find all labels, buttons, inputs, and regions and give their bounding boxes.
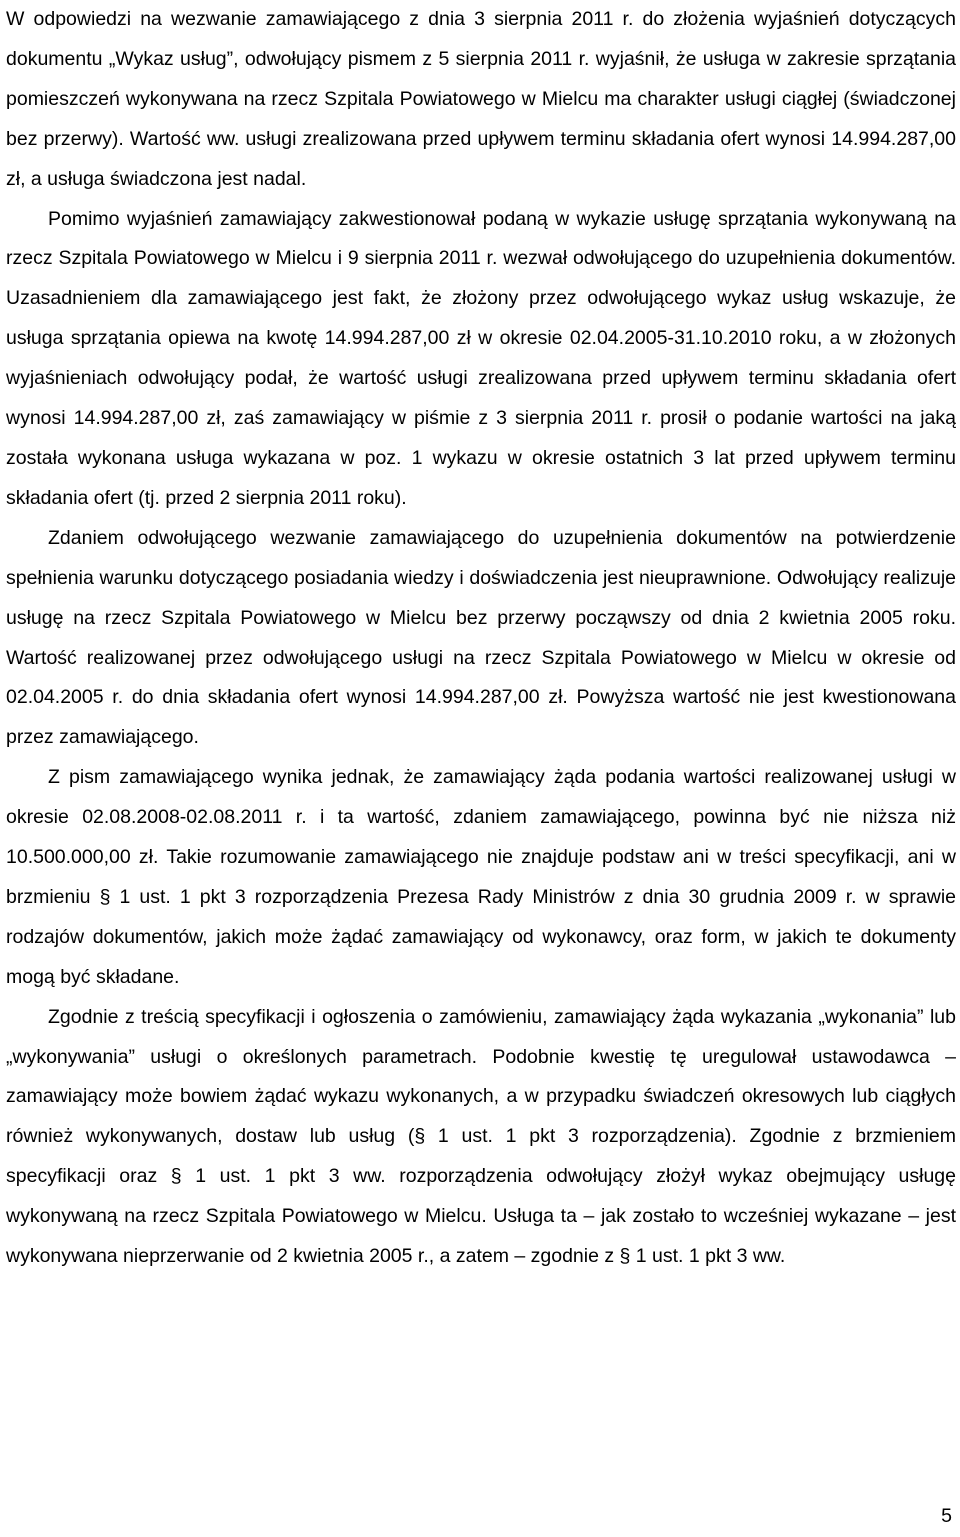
page-number: 5 xyxy=(941,1505,952,1527)
paragraph-1: W odpowiedzi na wezwanie zamawiającego z dnia 3 sierpnia 2011 r. do złożenia wyjaśnień dotyczących dokumentu „Wykaz usług”, odwołujący pismem z 5 sierpnia 2011 r. wyjaśnił, że usługa w zakresie sprzątania pomieszczeń wykonywana na rzecz Szpitala Powiatowego w Mielcu ma charakter usługi ciągłej (świadczonej bez przerwy). Wartość ww. usługi zrealizowana przed upływem terminu składania ofert wynosi 14.994.287,00 zł, a usługa świadczona jest nadal. xyxy=(6,8,956,190)
paragraph-3: Zdaniem odwołującego wezwanie zamawiającego do uzupełnienia dokumentów na potwierdzenie spełnienia warunku dotyczącego posiadania wiedzy i doświadczenia jest nieuprawnione. Odwołujący realizuje usługę na rzecz Szpitala Powiatowego w Mielcu bez przerwy począwszy od dnia 2 kwietnia 2005 roku. Wartość realizowanej przez odwołującego usługi na rzecz Szpitala Powiatowego w Mielcu w okresie od 02.04.2005 r. do dnia składania ofert wynosi 14.994.287,00 zł. Powyższa wartość nie jest kwestionowana przez zamawiającego. xyxy=(6,526,956,749)
paragraph-2: Pomimo wyjaśnień zamawiający zakwestionował podaną w wykazie usługę sprzątania wykonywaną na rzecz Szpitala Powiatowego w Mielcu i 9 sierpnia 2011 r. wezwał odwołującego do uzupełnienia dokumentów. Uzasadnieniem dla zamawiającego jest fakt, że złożony przez odwołującego wykaz usług wskazuje, że usługa sprzątania opiewa na kwotę 14.994.287,00 zł w okresie 02.04.2005-31.10.2010 roku, a w złożonych wyjaśnieniach odwołujący podał, że wartość usługi zrealizowana przed upływem terminu składania ofert wynosi 14.994.287,00 zł, zaś zamawiający w piśmie z 3 sierpnia 2011 r. prosił o podanie wartości na jaką została wykonana usługa wykazana w poz. 1 wykazu w okresie ostatnich 3 lat przed upływem terminu składania ofert (tj. przed 2 sierpnia 2011 roku). xyxy=(6,207,956,509)
paragraph-4: Z pism zamawiającego wynika jednak, że zamawiający żąda podania wartości realizowanej usługi w okresie 02.08.2008-02.08.2011 r. i ta wartość, zdaniem zamawiającego, powinna być nie niższa niż 10.500.000,00 zł. Takie rozumowanie zamawiającego nie znajduje podstaw ani w treści specyfikacji, ani w brzmieniu § 1 ust. 1 pkt 3 rozporządzenia Prezesa Rady Ministrów z dnia 30 grudnia 2009 r. w sprawie rodzajów dokumentów, jakich może żądać zamawiający od wykonawcy, oraz form, w jakich te dokumenty mogą być składane. xyxy=(6,766,956,988)
document-body xyxy=(6,0,956,1277)
paragraph-5: Zgodnie z treścią specyfikacji i ogłoszenia o zamówieniu, zamawiający żąda wykazania „wykonania” lub „wykonywania” usługi o określonych parametrach. Podobnie kwestię tę uregulował ustawodawca – zamawiający może bowiem żądać wykazu wykonanych, a w przypadku świadczeń okresowych lub ciągłych również wykonywanych, dostaw lub usług (§ 1 ust. 1 pkt 3 rozporządzenia). Zgodnie z brzmieniem specyfikacji oraz § 1 ust. 1 pkt 3 ww. rozporządzenia odwołujący złożył wykaz obejmujący usługę wykonywaną na rzecz Szpitala Powiatowego w Mielcu. Usługa ta – jak zostało to wcześniej wykazane – jest wykonywana nieprzerwanie od 2 kwietnia 2005 r., a zatem – zgodnie z § 1 ust. 1 pkt 3 ww. xyxy=(6,1005,956,1268)
